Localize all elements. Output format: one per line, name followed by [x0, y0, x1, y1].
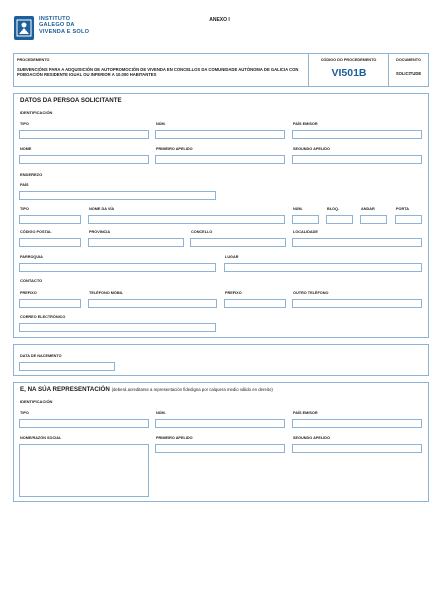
- province-label: PROVINCIA: [89, 230, 111, 234]
- rep-first-surname-label: PRIMEIRO APELIDO: [156, 436, 193, 440]
- rep-id-number-label: NÚM.: [156, 411, 166, 415]
- council-field[interactable]: [190, 238, 286, 247]
- birth-date-field[interactable]: [19, 362, 115, 371]
- place-field[interactable]: [224, 263, 422, 272]
- id-type-field[interactable]: [19, 130, 149, 139]
- annex-title: ANEXO I: [209, 17, 230, 23]
- floor-field[interactable]: [360, 215, 387, 224]
- mobile-field[interactable]: [88, 299, 217, 308]
- rep-issuer-country-label: PAÍS EMISOR: [293, 411, 318, 415]
- procedure-box: [13, 53, 429, 87]
- logo-line: INSTITUTO: [39, 16, 71, 22]
- postal-code-label: CÓDIGO POSTAL: [20, 230, 52, 234]
- mobile-label: TELÉFONO MÓBIL: [89, 291, 123, 295]
- procedure-code: VI501B: [331, 67, 367, 79]
- name-label: NOME: [20, 147, 32, 151]
- rep-issuer-country-field[interactable]: [292, 419, 422, 428]
- door-field[interactable]: [395, 215, 422, 224]
- street-type-label: TIPO: [20, 207, 29, 211]
- procedure-label: PROCEDEMENTO: [17, 58, 50, 62]
- representative-section: [13, 382, 429, 502]
- rep-second-surname-field[interactable]: [292, 444, 422, 453]
- procedure-code-label: CÓDIGO DO PROCEDEMENTO: [320, 58, 377, 62]
- street-name-field[interactable]: [88, 215, 285, 224]
- applicant-section: [13, 93, 429, 338]
- second-surname-label: SEGUNDO APELIDO: [293, 147, 330, 151]
- first-surname-field[interactable]: [155, 155, 285, 164]
- province-field[interactable]: [88, 238, 184, 247]
- id-number-field[interactable]: [155, 130, 285, 139]
- prefix-label: PREFIXO: [20, 291, 37, 295]
- logo-line: GALEGO DA: [39, 22, 75, 29]
- country-label: PAÍS: [20, 183, 29, 187]
- procedure-text: SUBVENCIÓNS PARA A ADQUISICIÓN DE AUTOPROMOCIÓN DE VIVENDA EN CONCELLOS DA COMUNIDADE AUTÓNOMA DE GALICIA CON POBOACIÓN RESIDENTE IGUAL OU INFERIOR A 10.000 HABITANTES: [17, 67, 299, 77]
- council-label: CONCELLO: [191, 230, 213, 234]
- name-field[interactable]: [19, 155, 149, 164]
- issuer-country-field[interactable]: [292, 130, 422, 139]
- applicant-section-title: DATOS DA PERSOA SOLICITANTE: [20, 97, 122, 104]
- first-surname-label: PRIMEIRO APELIDO: [156, 147, 193, 151]
- id-type-label: TIPO: [20, 122, 29, 126]
- rep-id-number-field[interactable]: [155, 419, 285, 428]
- birth-section: [13, 344, 429, 376]
- place-label: LUGAR: [225, 255, 239, 259]
- email-label: CORREO ELECTRÓNICO: [20, 315, 66, 319]
- identification-heading: IDENTIFICACIÓN: [20, 110, 53, 115]
- country-field[interactable]: [19, 191, 216, 200]
- rep-first-surname-field[interactable]: [155, 444, 285, 453]
- prefix2-field[interactable]: [224, 299, 286, 308]
- birth-date-label: DATA DE NACEMENTO: [20, 354, 62, 358]
- block-field[interactable]: [326, 215, 353, 224]
- locality-label: LOCALIDADE: [293, 230, 318, 234]
- contact-heading: CONTACTO: [20, 278, 43, 283]
- door-label: PORTA: [396, 207, 410, 211]
- block-label: BLOQ.: [327, 207, 340, 211]
- rep-identification-heading: IDENTIFICACIÓN: [20, 399, 53, 404]
- second-surname-field[interactable]: [292, 155, 422, 164]
- street-number-field[interactable]: [292, 215, 319, 224]
- id-number-label: NÚM.: [156, 122, 166, 126]
- logo-line: VIVENDA E SOLO: [39, 28, 90, 35]
- representative-note: (deberá acreditarse a representación fidedigna por calquera medio válido en dereito): [111, 387, 273, 392]
- rep-second-surname-label: SEGUNDO APELIDO: [293, 436, 330, 440]
- other-phone-field[interactable]: [292, 299, 422, 308]
- prefix-field[interactable]: [19, 299, 81, 308]
- street-number-label: NÚM.: [293, 207, 303, 211]
- rep-id-type-label: TIPO: [20, 411, 29, 415]
- document-label: DOCUMENTO: [396, 58, 421, 62]
- floor-label: ANDAR: [361, 207, 375, 211]
- rep-id-type-field[interactable]: [19, 419, 149, 428]
- parish-field[interactable]: [19, 263, 216, 272]
- rep-name-label: NOME/RAZÓN SOCIAL: [20, 436, 62, 440]
- issuer-country-label: PAÍS EMISOR: [293, 122, 318, 126]
- representative-section-title: [20, 386, 273, 393]
- email-field[interactable]: [19, 323, 216, 332]
- representative-title: E, NA SÚA REPRESENTACIÓN: [20, 386, 110, 393]
- rep-name-field[interactable]: [19, 444, 149, 497]
- street-name-label: NOME DA VÍA: [89, 207, 115, 211]
- locality-field[interactable]: [292, 238, 422, 247]
- postal-code-field[interactable]: [19, 238, 81, 247]
- prefix2-label: PREFIXO: [225, 291, 242, 295]
- parish-label: PARROQUIA: [20, 255, 43, 259]
- other-phone-label: OUTRO TELÉFONO: [293, 291, 329, 295]
- document-value: SOLICITUDE: [395, 71, 422, 76]
- address-heading: ENDEREZO: [20, 172, 43, 177]
- street-type-field[interactable]: [19, 215, 81, 224]
